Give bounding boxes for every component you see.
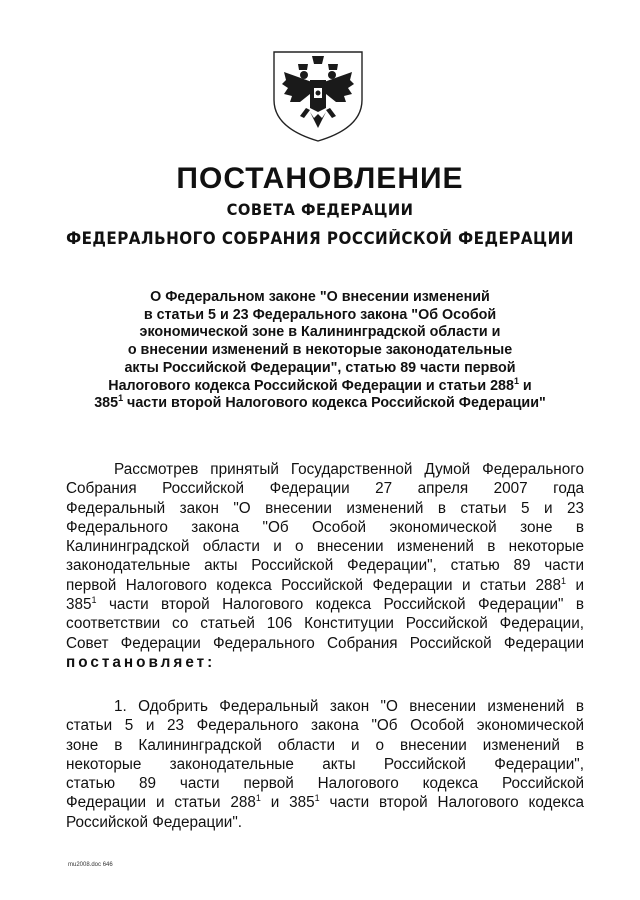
- heading-line: [66, 375, 574, 396]
- paragraph-text: Федерации и статьи 288: [66, 794, 256, 812]
- paragraph-text: части второй Налогового кодекса: [319, 794, 584, 812]
- superscript: 1: [91, 594, 97, 605]
- paragraph-line: Федерального закона "Об Особой экономической зоне в: [66, 518, 584, 536]
- paragraph-line: Совет Федерации Федерального Собрания Российской Федерации: [66, 634, 584, 652]
- paragraph-line: зоне в Калининградской области и о внесении изменений в: [66, 736, 584, 754]
- superscript: 1: [561, 575, 567, 586]
- paragraph-line: статьи 5 и 23 Федерального закона "Об Особой экономической: [66, 717, 584, 735]
- paragraph-line: некоторые законодательные акты Российской Федерации",: [66, 755, 584, 773]
- superscript: 1: [255, 793, 261, 804]
- paragraph-line: [66, 793, 584, 812]
- paragraph-line: соответствии со статьей 106 Конституции Российской Федерации,: [66, 615, 584, 633]
- file-footer: mu2008.doc 646: [68, 862, 113, 868]
- paragraph-line: Российской Федерации".: [66, 813, 243, 831]
- superscript: 1: [314, 793, 320, 804]
- document-subtitle-council: СОВЕТА ФЕДЕРАЦИИ: [226, 200, 414, 219]
- paragraph-text: и 385: [260, 794, 315, 812]
- paragraph-line: [66, 595, 584, 614]
- paragraph-line: законодательные акты Российской Федерации", статью 89 части: [66, 557, 584, 575]
- heading-line: [66, 395, 574, 413]
- paragraph-item-1: [66, 697, 584, 832]
- paragraph-text: и: [566, 576, 585, 594]
- paragraph-text: части второй Налогового кодекса Российской Федерации" в: [96, 596, 584, 614]
- paragraph-line: Федеральный закон "О внесении изменений в статьи 5 и 23: [66, 499, 584, 517]
- heading-line: экономической зоне в Калининградской области и: [139, 324, 501, 341]
- heading-text: 385: [94, 395, 119, 412]
- paragraph-line: Рассмотрев принятый Государственной Думой Федерального: [114, 461, 584, 478]
- double-headed-eagle-icon: [266, 48, 370, 144]
- resolves-word: постановляет:: [66, 653, 216, 671]
- paragraph-text: 385: [66, 596, 92, 614]
- heading-line: О Федеральном законе "О внесении изменений: [150, 289, 490, 305]
- superscript: 1: [118, 393, 124, 404]
- paragraph-line: Собрания Российской Федерации 27 апреля 2007 года: [66, 480, 584, 498]
- document-title: ПОСТАНОВЛЕНИЕ: [176, 162, 464, 195]
- heading-line: о внесении изменений в некоторые законодательные: [127, 342, 513, 359]
- paragraph-line: [66, 653, 584, 672]
- paragraph-preamble: [66, 460, 584, 672]
- paragraph-line: статью 89 части первой Налогового кодекса Российской: [66, 775, 584, 793]
- paragraph-line: [66, 576, 584, 595]
- paragraph-line: 1. Одобрить Федеральный закон "О внесении изменений в: [114, 698, 584, 715]
- heading-line: акты Российской Федерации", статью 89 части первой: [124, 359, 516, 376]
- superscript: 1: [513, 375, 519, 386]
- heading-line: в статьи 5 и 23 Федерального закона "Об Особой: [143, 306, 497, 323]
- resolution-heading: [66, 289, 574, 413]
- heading-text: и: [518, 377, 532, 394]
- document-subtitle-assembly: ФЕДЕРАЛЬНОГО СОБРАНИЯ РОССИЙСКОЙ ФЕДЕРАЦИИ: [66, 229, 574, 248]
- paragraph-text: первой Налогового кодекса Российской Федерации и статьи 288: [66, 576, 562, 594]
- heading-text: части второй Налогового кодекса Российской Федерации": [123, 395, 546, 412]
- heading-text: Налогового кодекса Российской Федерации и статьи 288: [108, 377, 514, 394]
- paragraph-line: Калининградской области и о внесении изменений в некоторые: [66, 538, 584, 556]
